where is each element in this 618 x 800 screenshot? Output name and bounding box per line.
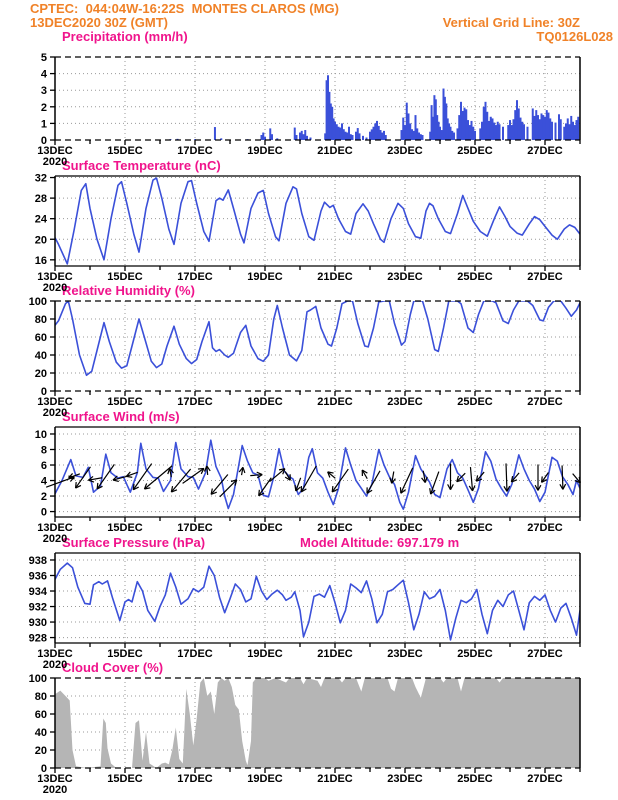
- svg-text:930: 930: [28, 617, 47, 630]
- svg-text:27DEC: 27DEC: [527, 271, 563, 283]
- title-surface-wind: Surface Wind (m/s): [62, 409, 180, 424]
- chart-surface-temperature: [35, 173, 580, 294]
- svg-text:15DEC: 15DEC: [107, 648, 143, 660]
- svg-text:13DEC: 13DEC: [37, 648, 73, 660]
- svg-text:17DEC: 17DEC: [177, 396, 213, 408]
- svg-text:6: 6: [40, 460, 47, 473]
- svg-text:13DEC: 13DEC: [37, 271, 73, 283]
- svg-text:23DEC: 23DEC: [387, 648, 423, 660]
- svg-text:19DEC: 19DEC: [247, 145, 283, 157]
- svg-text:2020: 2020: [42, 659, 68, 671]
- svg-text:40: 40: [34, 727, 47, 739]
- svg-text:936: 936: [28, 570, 47, 583]
- svg-text:17DEC: 17DEC: [177, 522, 213, 534]
- svg-text:0: 0: [40, 135, 47, 147]
- svg-text:20: 20: [34, 745, 47, 757]
- svg-text:0: 0: [40, 506, 47, 519]
- svg-text:28: 28: [34, 193, 47, 206]
- svg-text:27DEC: 27DEC: [527, 648, 563, 660]
- svg-text:25DEC: 25DEC: [457, 522, 493, 534]
- svg-text:60: 60: [34, 332, 47, 344]
- svg-text:23DEC: 23DEC: [387, 271, 423, 283]
- svg-text:15DEC: 15DEC: [107, 271, 143, 283]
- svg-text:100: 100: [28, 296, 47, 308]
- svg-text:0: 0: [40, 386, 47, 398]
- header-run-id: TQ0126L028: [536, 29, 613, 44]
- svg-text:13DEC: 13DEC: [37, 396, 73, 408]
- svg-text:80: 80: [34, 314, 47, 326]
- svg-text:40: 40: [34, 350, 47, 362]
- svg-text:21DEC: 21DEC: [317, 396, 353, 408]
- svg-text:938: 938: [28, 554, 47, 567]
- header-station-line: CPTEC: 044:04W-16:22S MONTES CLAROS (MG): [30, 1, 339, 16]
- svg-text:15DEC: 15DEC: [107, 522, 143, 534]
- svg-text:20: 20: [34, 234, 47, 247]
- svg-text:2020: 2020: [42, 407, 68, 419]
- svg-text:8: 8: [40, 444, 47, 457]
- svg-text:15DEC: 15DEC: [107, 773, 143, 785]
- svg-text:21DEC: 21DEC: [317, 271, 353, 283]
- svg-text:2020: 2020: [42, 784, 68, 796]
- chart-precipitation: [37, 52, 580, 168]
- svg-text:25DEC: 25DEC: [457, 396, 493, 408]
- svg-text:2: 2: [40, 101, 47, 114]
- svg-text:934: 934: [28, 586, 47, 599]
- svg-text:27DEC: 27DEC: [527, 396, 563, 408]
- svg-text:4: 4: [40, 68, 47, 81]
- svg-text:15DEC: 15DEC: [107, 145, 143, 157]
- svg-text:932: 932: [28, 601, 47, 614]
- svg-text:21DEC: 21DEC: [317, 522, 353, 534]
- svg-text:17DEC: 17DEC: [177, 145, 213, 157]
- svg-text:60: 60: [34, 709, 47, 721]
- chart-surface-wind: [35, 427, 581, 545]
- chart-cloud-cover: [29, 673, 580, 796]
- svg-text:4: 4: [40, 475, 47, 488]
- svg-text:21DEC: 21DEC: [317, 648, 353, 660]
- svg-text:20: 20: [34, 368, 47, 380]
- svg-text:21DEC: 21DEC: [317, 773, 353, 785]
- svg-text:23DEC: 23DEC: [387, 773, 423, 785]
- title-relative-humidity: Relative Humidity (%): [62, 283, 195, 298]
- svg-text:19DEC: 19DEC: [247, 271, 283, 283]
- svg-text:19DEC: 19DEC: [247, 648, 283, 660]
- header-run-datetime: 13DEC2020 30Z (GMT): [30, 15, 168, 30]
- svg-text:5: 5: [40, 52, 47, 64]
- svg-text:2020: 2020: [42, 533, 68, 545]
- svg-text:16: 16: [34, 254, 47, 267]
- svg-text:24: 24: [34, 213, 47, 226]
- svg-text:19DEC: 19DEC: [247, 396, 283, 408]
- svg-text:27DEC: 27DEC: [527, 522, 563, 534]
- svg-text:23DEC: 23DEC: [387, 396, 423, 408]
- title-cloud-cover: Cloud Cover (%): [62, 660, 164, 675]
- svg-text:23DEC: 23DEC: [387, 522, 423, 534]
- svg-text:17DEC: 17DEC: [177, 271, 213, 283]
- chart-relative-humidity: [29, 296, 580, 419]
- svg-text:17DEC: 17DEC: [177, 648, 213, 660]
- svg-text:13DEC: 13DEC: [37, 522, 73, 534]
- svg-text:2: 2: [40, 491, 47, 504]
- svg-text:19DEC: 19DEC: [247, 522, 283, 534]
- svg-text:25DEC: 25DEC: [457, 773, 493, 785]
- svg-text:0: 0: [40, 763, 47, 775]
- svg-text:2020: 2020: [42, 282, 68, 294]
- svg-text:13DEC: 13DEC: [37, 145, 73, 157]
- svg-text:2020: 2020: [42, 156, 68, 168]
- svg-text:19DEC: 19DEC: [247, 773, 283, 785]
- svg-text:15DEC: 15DEC: [107, 396, 143, 408]
- svg-text:1: 1: [40, 118, 47, 131]
- svg-text:25DEC: 25DEC: [457, 145, 493, 157]
- svg-text:25DEC: 25DEC: [457, 271, 493, 283]
- svg-text:928: 928: [28, 632, 47, 645]
- svg-text:21DEC: 21DEC: [317, 145, 353, 157]
- svg-text:80: 80: [34, 691, 47, 703]
- svg-text:25DEC: 25DEC: [457, 648, 493, 660]
- title-surface-temperature: Surface Temperature (nC): [62, 158, 221, 173]
- label-model-altitude: Model Altitude: 697.179 m: [300, 535, 460, 550]
- svg-text:27DEC: 27DEC: [527, 145, 563, 157]
- svg-text:17DEC: 17DEC: [177, 773, 213, 785]
- header-vertical-grid-line: Vertical Grid Line: 30Z: [442, 15, 580, 30]
- title-surface-pressure: Surface Pressure (hPa): [62, 535, 206, 550]
- svg-text:100: 100: [28, 673, 47, 685]
- svg-text:27DEC: 27DEC: [527, 773, 563, 785]
- svg-text:32: 32: [34, 172, 47, 185]
- title-precipitation: Precipitation (mm/h): [62, 29, 188, 44]
- svg-text:13DEC: 13DEC: [37, 773, 73, 785]
- svg-text:3: 3: [40, 85, 47, 98]
- chart-surface-pressure: [29, 553, 580, 671]
- svg-text:23DEC: 23DEC: [387, 145, 423, 157]
- svg-text:10: 10: [34, 428, 47, 441]
